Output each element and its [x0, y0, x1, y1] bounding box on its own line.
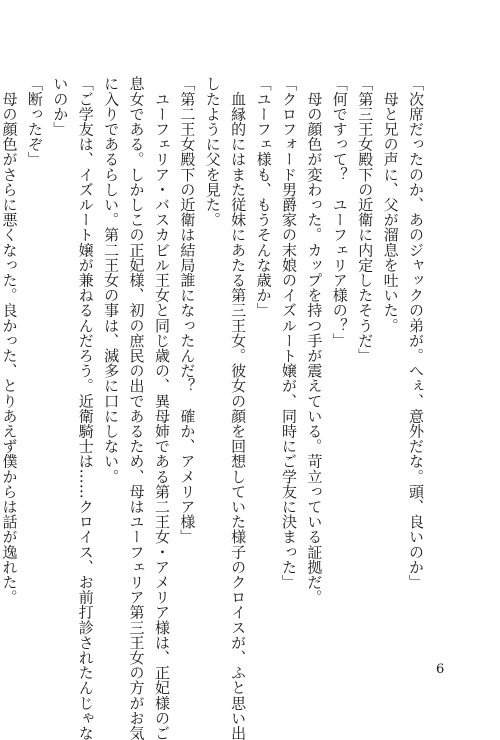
text-line: 「第二王女殿下の近衛は結局誰になったんだ？ 確か、アメリア様」	[178, 76, 197, 545]
text-line: ユーフェリア・バスカビル王女と同じ歳の、異母姉である第二王女・アメリア様は、正妃様のご	[152, 76, 171, 740]
text-line: したように父を見た。	[203, 76, 222, 227]
text-line: 「第三王女殿下の近衛に内定したそうだ」	[356, 76, 375, 363]
text-line: 「断ったぞ」	[25, 76, 44, 167]
text-line: 「次席だったのか、あのジャックの弟が。へぇ、意外だな。頭、良いのか」	[407, 76, 425, 590]
text-line: 息女である。しかしこの正妃様、初の庶民の出であるため、母はユーフェリア第三王女の方がお気	[127, 76, 146, 740]
text-line: 「ご学友は、イズルート嬢が兼ねるんだろう。近衛騎士は……クロイス、お前打診されたんじゃな	[76, 76, 95, 740]
text-line: に入りであるらしい。第二王女の事は、滅多に口にしない。	[102, 76, 121, 484]
text-line: 「何ですって？ ユーフェリア様の？」	[330, 76, 349, 348]
text-line: 「クロフォード男爵家の末娘のイズルート嬢が、同時にご学友に決まった」	[279, 76, 298, 590]
text-line: 「ユーフェ様も、もうそんな歳か」	[254, 76, 273, 318]
text-line: 母と兄の声に、父が溜息を吐いた。	[381, 76, 400, 333]
page-number: 6	[436, 662, 445, 677]
text-line: 母の顔色がさらに悪くなった。良かった、とりあえず僕からは話が逸れた。	[0, 76, 19, 605]
text-line: いのか」	[51, 76, 70, 137]
body-text	[0, 76, 428, 740]
text-line: 母の顔色が変わった。カップを持つ手が震えている。苛立っている証拠だ。	[305, 76, 324, 605]
text-line: 血縁的にはまた従妹にあたる第三王女。彼女の顔を回想していた様子のクロイスが、ふと思い出	[229, 76, 248, 740]
